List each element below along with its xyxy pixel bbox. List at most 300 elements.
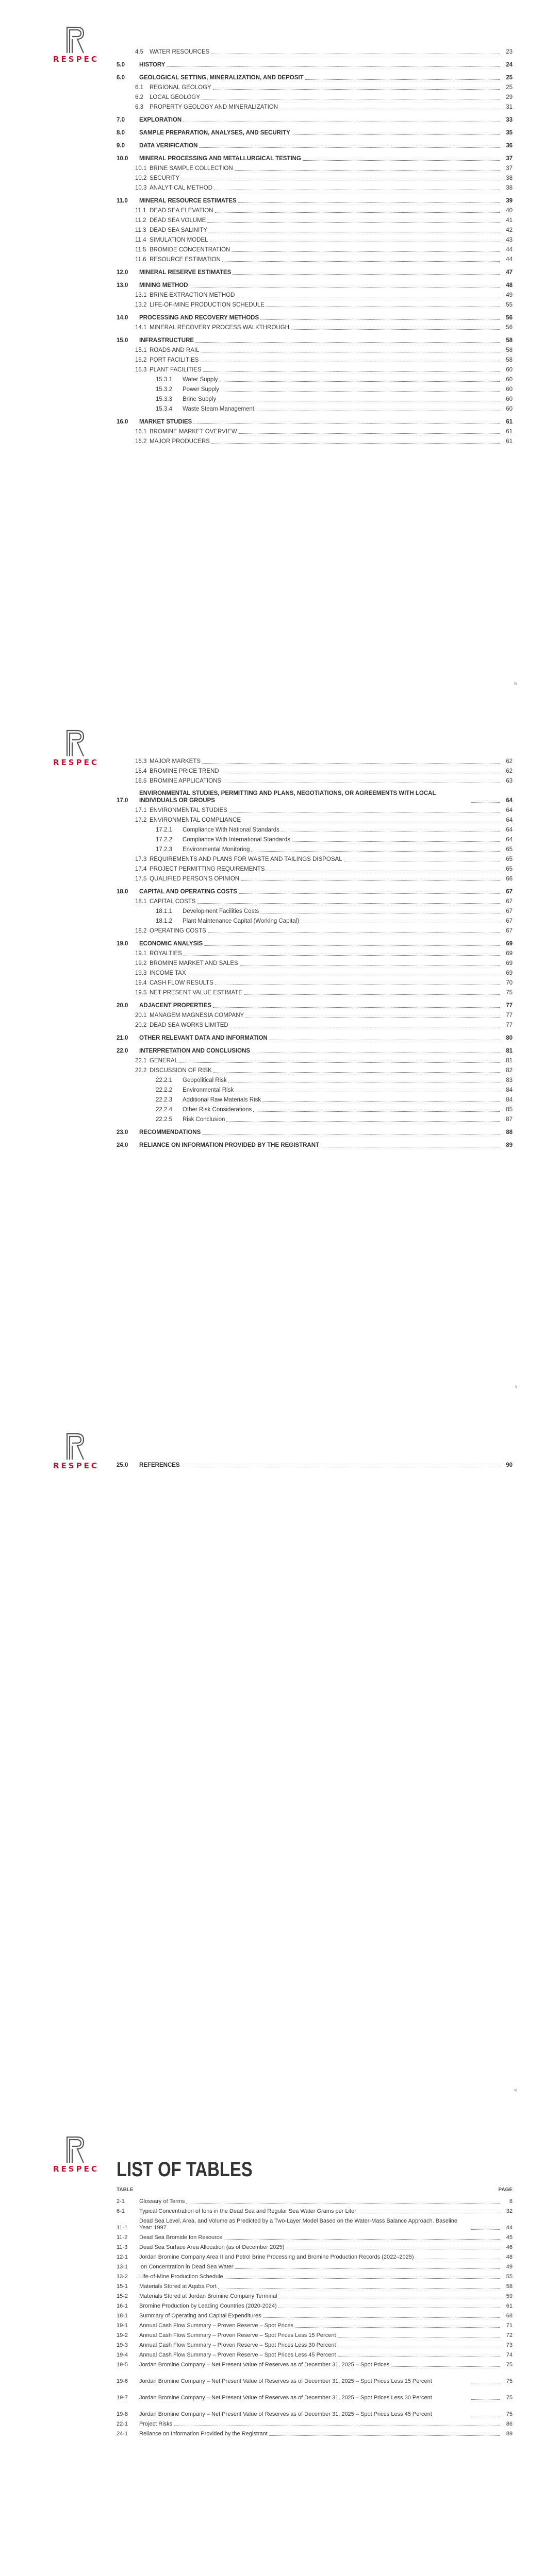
list-of-tables-title: LIST OF TABLES: [117, 2158, 253, 2181]
toc-entry[interactable]: [117, 1139, 513, 1149]
toc-entry-number: 13.0: [117, 282, 128, 289]
dot-leader: [207, 222, 500, 223]
table-number: 19-8: [117, 2411, 128, 2417]
toc-entry-page: 56: [506, 315, 513, 321]
toc-entry-number: 16.2: [135, 438, 147, 445]
toc-entry[interactable]: [117, 383, 513, 393]
toc-entry-page: 67: [506, 918, 513, 924]
toc-entry[interactable]: [117, 886, 513, 895]
dot-leader: [213, 1007, 500, 1008]
dot-leader: [202, 763, 500, 764]
toc-entry-number: 18.0: [117, 889, 128, 895]
toc-entry[interactable]: [117, 1094, 513, 1104]
toc-entry-title: Compliance With National Standards: [183, 827, 279, 833]
toc-entry[interactable]: [117, 824, 513, 834]
toc-entry-title: BRINE SAMPLE COLLECTION: [150, 165, 233, 172]
table-page: 46: [506, 2244, 513, 2250]
respec-r-mark-icon: [65, 25, 86, 54]
toc-entry[interactable]: [117, 925, 513, 935]
toc-entry[interactable]: [117, 127, 513, 137]
toc-entry[interactable]: [117, 244, 513, 253]
toc-entry-number: 15.3.1: [156, 377, 172, 383]
toc-entry-number: 15.2: [135, 357, 147, 363]
table-list-entry[interactable]: [117, 2359, 513, 2368]
toc-entry[interactable]: [117, 863, 513, 873]
toc-entry-page: 60: [506, 377, 513, 383]
table-title: Dead Sea Surface Area Allocation (as of December 2025): [139, 2244, 285, 2250]
toc-entry-page: 56: [506, 325, 513, 331]
respec-logo: [53, 2135, 100, 2174]
toc-entry[interactable]: [117, 775, 513, 785]
toc-entry-title: MAJOR PRODUCERS: [150, 438, 210, 445]
table-number: 13-2: [117, 2274, 128, 2280]
toc-entry-number: 22.2.2: [156, 1087, 172, 1093]
table-number: 22-1: [117, 2421, 128, 2427]
toc-entry-title: BROMINE PRICE TREND: [150, 768, 219, 774]
toc-entry[interactable]: [117, 804, 513, 814]
toc-entry[interactable]: [117, 1064, 513, 1074]
toc-entry-page: 69: [506, 951, 513, 957]
toc-entry-page: 62: [506, 768, 513, 774]
toc-entry-number: 18.1: [135, 899, 147, 905]
table-title: Annual Cash Flow Summary – Proven Reserve – Spot Prices Less 30 Percent: [139, 2342, 336, 2348]
toc-entry-number: 15.3.3: [156, 396, 172, 402]
dot-leader: [391, 2366, 500, 2367]
table-title: Materials Stored at Aqaba Port: [139, 2283, 217, 2290]
dot-leader: [215, 212, 500, 213]
toc-entry-number: 11.3: [135, 227, 146, 233]
toc-entry[interactable]: [117, 140, 513, 149]
toc-entry-page: 60: [506, 367, 513, 373]
toc-entry-number: 15.3: [135, 367, 147, 373]
dot-leader: [167, 66, 500, 67]
toc-entry[interactable]: [117, 1126, 513, 1136]
toc-entry[interactable]: [117, 289, 513, 299]
toc-entry-page: 40: [506, 208, 513, 214]
toc-entry-page: 49: [506, 292, 513, 298]
toc-entry-page: 85: [506, 1107, 513, 1113]
toc-entry[interactable]: [117, 977, 513, 987]
table-list-entry[interactable]: [117, 2418, 513, 2428]
toc-entry-page: 77: [506, 1022, 513, 1028]
page-number: v: [515, 1384, 517, 1389]
table-page: 75: [506, 2395, 513, 2401]
list-of-tables-page: [0, 2110, 544, 2576]
dot-leader: [193, 423, 500, 424]
dot-leader: [226, 1121, 500, 1122]
toc-entry-page: 25: [506, 84, 513, 91]
toc-entry-page: 64: [506, 837, 513, 843]
table-page: 72: [506, 2332, 513, 2338]
toc-entry-title: INTERPRETATION AND CONCLUSIONS: [139, 1048, 251, 1054]
table-page: 44: [506, 2225, 513, 2231]
toc-entry[interactable]: [117, 1045, 513, 1055]
toc-entry-page: 29: [506, 94, 513, 100]
table-number: 12-1: [117, 2254, 128, 2260]
toc-entry-page: 36: [506, 143, 513, 149]
logo-wordmark: RESPEC: [53, 2164, 99, 2174]
toc-entry-title: SECURITY: [150, 175, 180, 181]
toc-entry-title: Environmental Risk: [183, 1087, 234, 1093]
dot-leader: [244, 994, 500, 995]
toc-entry-page: 77: [506, 1012, 513, 1019]
respec-r-mark-icon: [65, 728, 86, 757]
toc-entry[interactable]: [117, 403, 513, 413]
toc-entry-page: 43: [506, 237, 513, 243]
table-list-entry[interactable]: [117, 2368, 513, 2385]
toc-entry[interactable]: [117, 59, 513, 69]
dot-leader: [471, 2229, 500, 2230]
toc-entry-title: EXPLORATION: [139, 117, 182, 123]
toc-entry-number: 10.2: [135, 175, 147, 181]
dot-leader: [235, 170, 500, 171]
table-number: 11-1: [117, 2225, 128, 2231]
toc-entry[interactable]: [117, 1009, 513, 1019]
toc-entry-number: 17.0: [117, 798, 128, 804]
toc-entry[interactable]: [117, 81, 513, 91]
toc-entry[interactable]: [117, 1459, 513, 1469]
dot-leader: [179, 1062, 500, 1063]
toc-entry[interactable]: [117, 755, 513, 765]
toc-entry-page: 44: [506, 247, 513, 253]
toc-entry[interactable]: [117, 905, 513, 915]
dot-leader: [199, 147, 500, 148]
toc-entry-page: 80: [506, 1035, 513, 1041]
toc-entry-title: Compliance With International Standards: [183, 837, 291, 843]
table-list-entry[interactable]: [117, 2231, 513, 2241]
toc-entry-page: 70: [506, 980, 513, 986]
table-number: 16-1: [117, 2303, 128, 2309]
toc-entry[interactable]: [117, 364, 513, 374]
toc-entry-number: 14.0: [117, 315, 128, 321]
toc-entry-page: 60: [506, 396, 513, 402]
toc-entry-title: Power Supply: [183, 386, 219, 393]
toc-entry[interactable]: [117, 1019, 513, 1029]
dot-leader: [195, 342, 500, 343]
toc-entry[interactable]: [117, 788, 513, 804]
table-number: 18-1: [117, 2313, 128, 2319]
dot-leader: [245, 1017, 500, 1018]
toc-entry-number: 8.0: [117, 130, 125, 136]
toc-entry[interactable]: [117, 224, 513, 234]
toc-entry-title: MINERAL RESERVE ESTIMATES: [139, 269, 232, 276]
toc-entry-number: 18.2: [135, 928, 147, 934]
dot-leader: [260, 319, 500, 320]
toc-entry-page: 38: [506, 185, 513, 191]
table-number: 19-6: [117, 2378, 128, 2384]
toc-entry-title: DISCUSSION OF RISK: [150, 1067, 212, 1074]
toc-entry-page: 41: [506, 217, 513, 224]
toc-entry-page: 87: [506, 1116, 513, 1123]
toc-entry[interactable]: [117, 814, 513, 824]
toc-entry[interactable]: [117, 987, 513, 996]
toc-entry-number: 11.0: [117, 198, 128, 204]
toc-entry-title: GEOLOGICAL SETTING, MINERALIZATION, AND DEPOSIT: [139, 75, 304, 81]
toc-entry[interactable]: [117, 172, 513, 182]
toc-entry-page: 69: [506, 960, 513, 967]
toc-entry[interactable]: [117, 765, 513, 775]
toc-entry-title: Water Supply: [183, 377, 218, 383]
toc-entry-page: 75: [506, 990, 513, 996]
toc-entry[interactable]: [117, 999, 513, 1009]
toc-entry-number: 6.1: [135, 84, 143, 91]
toc-entry-page: 39: [506, 198, 513, 204]
toc-entry[interactable]: [117, 152, 513, 162]
table-list-entry[interactable]: [117, 2205, 513, 2215]
toc-entry-number: 16.1: [135, 429, 147, 435]
dot-leader: [213, 1072, 500, 1073]
toc-entry[interactable]: [117, 214, 513, 224]
table-page: 75: [506, 2362, 513, 2368]
toc-entry[interactable]: [117, 344, 513, 354]
respec-logo: [53, 728, 100, 767]
toc-entry[interactable]: [117, 1032, 513, 1042]
toc-entry-title: REQUIREMENTS AND PLANS FOR WASTE AND TAILINGS DISPOSAL: [150, 856, 342, 862]
toc-entry-number: 11.1: [135, 208, 146, 214]
toc-entry-title: LOCAL GEOLOGY: [150, 94, 200, 100]
toc-entry[interactable]: [117, 374, 513, 383]
toc-entry-page: 64: [506, 827, 513, 833]
toc-entry-title: DEAD SEA WORKS LIMITED: [150, 1022, 228, 1028]
toc-entry-number: 18.1.2: [156, 918, 172, 924]
toc-entry-page: 65: [506, 846, 513, 853]
toc-entry[interactable]: [117, 834, 513, 843]
table-title: Summary of Operating and Capital Expenditures: [139, 2313, 261, 2319]
toc-entry[interactable]: [117, 234, 513, 244]
toc-entry[interactable]: [117, 46, 513, 56]
toc-entry-title: MINERAL RECOVERY PROCESS WALKTHROUGH: [150, 325, 289, 331]
toc-entry[interactable]: [117, 162, 513, 172]
toc-entry-page: 84: [506, 1097, 513, 1103]
table-list-entry[interactable]: [117, 2215, 513, 2231]
toc-entry[interactable]: [117, 299, 513, 309]
table-list-entry[interactable]: [117, 2300, 513, 2310]
table-title: Materials Stored at Jordan Bromine Company Terminal: [139, 2293, 277, 2299]
toc-entry-page: 25: [506, 75, 513, 81]
table-page: 45: [506, 2234, 513, 2241]
toc-entry[interactable]: [117, 416, 513, 426]
toc-entry-number: 14.1: [135, 325, 147, 331]
toc-entry-page: 35: [506, 130, 513, 136]
table-list-entry[interactable]: [117, 2280, 513, 2290]
table-page: 71: [506, 2323, 513, 2329]
toc-entry-number: 22.0: [117, 1048, 128, 1054]
toc-entry-number: 15.3.2: [156, 386, 172, 393]
toc-entry-title: PROJECT PERMITTING REQUIREMENTS: [150, 866, 265, 872]
toc-entry[interactable]: [117, 266, 513, 276]
table-list-entry[interactable]: [117, 2349, 513, 2359]
toc-page-2: [0, 703, 544, 1406]
table-list-entry[interactable]: [117, 2385, 513, 2401]
table-list-entry[interactable]: [117, 2339, 513, 2349]
table-list-entry[interactable]: [117, 2310, 513, 2319]
toc-entry-title: DEAD SEA ELEVATION: [150, 208, 213, 214]
logo-wordmark: RESPEC: [53, 1461, 99, 1470]
toc-entry-title: MINING METHOD: [139, 282, 188, 289]
toc-entry-number: 17.4: [135, 866, 147, 872]
toc-entry[interactable]: [117, 1113, 513, 1123]
toc-entry[interactable]: [117, 312, 513, 321]
toc-entry[interactable]: [117, 853, 513, 863]
toc-entry-title: PORT FACILITIES: [150, 357, 199, 363]
toc-entry-title: Brine Supply: [183, 396, 217, 402]
toc-entry-title: ENVIRONMENTAL STUDIES, PERMITTING AND PLANS, NEGOTIATIONS, OR AGREEMENTS WITH LOCAL INDIVIDUALS OR GROUPS: [139, 790, 436, 804]
table-list-entry[interactable]: [117, 2195, 513, 2205]
toc-entry-number: 16.0: [117, 419, 128, 425]
table-of-contents: [117, 1456, 513, 1469]
toc-entry-number: 20.1: [135, 1012, 147, 1019]
table-list-entry[interactable]: [117, 2251, 513, 2261]
table-title: Reliance on Information Provided by the Registrant: [139, 2431, 268, 2437]
toc-entry-title: ROYALTIES: [150, 951, 182, 957]
toc-entry-title: RECOMMENDATIONS: [139, 1129, 201, 1136]
toc-entry[interactable]: [117, 205, 513, 214]
toc-entry[interactable]: [117, 182, 513, 192]
table-list-entry[interactable]: [117, 2241, 513, 2251]
toc-entry[interactable]: [117, 426, 513, 435]
toc-entry-title: Environmental Monitoring: [183, 846, 250, 853]
table-list-entry[interactable]: [117, 2270, 513, 2280]
toc-entry-title: OTHER RELEVANT DATA AND INFORMATION: [139, 1035, 268, 1041]
table-list-entry[interactable]: [117, 2428, 513, 2437]
table-list-entry[interactable]: [117, 2401, 513, 2418]
table-title: Project Risks: [139, 2421, 173, 2427]
toc-entry-number: 19.1: [135, 951, 147, 957]
toc-entry[interactable]: [117, 72, 513, 81]
dot-leader: [262, 1101, 500, 1102]
toc-entry-number: 16.5: [135, 778, 147, 784]
toc-entry[interactable]: [117, 91, 513, 101]
table-number: 19-7: [117, 2395, 128, 2401]
table-title: Annual Cash Flow Summary – Proven Reserve – Spot Prices Less 15 Percent: [139, 2332, 336, 2338]
toc-entry[interactable]: [117, 915, 513, 925]
toc-entry-page: 81: [506, 1058, 513, 1064]
toc-entry[interactable]: [117, 1084, 513, 1094]
toc-entry-number: 18.1.1: [156, 908, 172, 914]
toc-entry[interactable]: [117, 1074, 513, 1084]
toc-entry-title: MINERAL RESOURCE ESTIMATES: [139, 198, 237, 204]
toc-entry[interactable]: [117, 947, 513, 957]
toc-entry-page: 47: [506, 269, 513, 276]
dot-leader: [235, 2268, 500, 2269]
toc-entry[interactable]: [117, 393, 513, 403]
toc-entry[interactable]: [117, 195, 513, 205]
table-page: 49: [506, 2264, 513, 2270]
toc-entry-title: OPERATING COSTS: [150, 928, 206, 934]
toc-entry-number: 15.3.4: [156, 406, 172, 412]
toc-entry-page: 48: [506, 282, 513, 289]
table-number: 11-2: [117, 2234, 128, 2241]
table-page: 58: [506, 2283, 513, 2290]
table-number: 19-1: [117, 2323, 128, 2329]
toc-entry-title: MARKET STUDIES: [139, 419, 192, 425]
toc-entry[interactable]: [117, 114, 513, 124]
toc-entry-number: 25.0: [117, 1462, 128, 1468]
toc-entry-number: 16.3: [135, 758, 147, 765]
list-of-tables-header: [117, 2187, 513, 2193]
toc-entry-page: 33: [506, 117, 513, 123]
toc-entry-number: 10.0: [117, 156, 128, 162]
toc-entry[interactable]: [117, 435, 513, 445]
toc-entry[interactable]: [117, 253, 513, 263]
table-list-entry[interactable]: [117, 2290, 513, 2300]
toc-page-1: [0, 0, 544, 703]
toc-entry[interactable]: [117, 938, 513, 947]
table-number: 24-1: [117, 2431, 128, 2437]
toc-entry[interactable]: [117, 101, 513, 111]
toc-entry-page: 60: [506, 406, 513, 412]
table-number: 15-2: [117, 2293, 128, 2299]
toc-entry-page: 37: [506, 156, 513, 162]
table-list-entry[interactable]: [117, 2261, 513, 2270]
toc-entry-page: 37: [506, 165, 513, 172]
dot-leader: [305, 79, 500, 80]
toc-entry-number: 19.0: [117, 941, 128, 947]
toc-entry[interactable]: [117, 321, 513, 331]
table-title: Dead Sea Bromide Ion Resource: [139, 2234, 223, 2241]
toc-entry[interactable]: [117, 967, 513, 977]
toc-entry-number: 22.2.4: [156, 1107, 172, 1113]
respec-r-mark-icon: [65, 2135, 86, 2164]
toc-entry-title: CASH FLOW RESULTS: [150, 980, 213, 986]
toc-entry[interactable]: [117, 279, 513, 289]
dot-leader: [241, 880, 500, 881]
toc-entry-number: 9.0: [117, 143, 125, 149]
toc-entry[interactable]: [117, 1104, 513, 1113]
dot-leader: [204, 945, 500, 946]
table-number: 11-3: [117, 2244, 128, 2250]
toc-entry-number: 6.3: [135, 104, 143, 110]
toc-entry-number: 11.6: [135, 257, 146, 263]
toc-entry[interactable]: [117, 334, 513, 344]
page-number: vi: [514, 2088, 517, 2092]
dot-leader: [295, 2327, 500, 2328]
toc-entry-number: 17.2.1: [156, 827, 172, 833]
dot-leader: [292, 134, 500, 135]
toc-entry-number: 11.2: [135, 217, 146, 224]
toc-entry-number: 11.4: [135, 237, 146, 243]
toc-entry-number: 23.0: [117, 1129, 128, 1136]
toc-entry[interactable]: [117, 957, 513, 967]
dot-leader: [186, 2203, 500, 2204]
toc-entry-page: 60: [506, 386, 513, 393]
table-list-entry[interactable]: [117, 2319, 513, 2329]
toc-entry-number: 13.2: [135, 302, 147, 308]
table-page: 89: [506, 2431, 513, 2437]
toc-entry[interactable]: [117, 843, 513, 853]
table-list-entry[interactable]: [117, 2329, 513, 2339]
table-number: 13-1: [117, 2264, 128, 2270]
column-header-table: TABLE: [117, 2187, 134, 2193]
table-page: 32: [506, 2208, 513, 2214]
toc-entry[interactable]: [117, 895, 513, 905]
respec-logo: [53, 1432, 100, 1470]
toc-entry-number: 4.5: [135, 49, 143, 55]
table-title: Ion Concentration in Dead Sea Water: [139, 2264, 234, 2270]
toc-entry-number: 6.2: [135, 94, 143, 100]
toc-entry-title: ROADS AND RAIL: [150, 347, 200, 353]
toc-entry[interactable]: [117, 873, 513, 883]
dot-leader: [239, 893, 500, 894]
toc-entry-page: 77: [506, 1003, 513, 1009]
dot-leader: [471, 2399, 500, 2400]
toc-entry[interactable]: [117, 354, 513, 364]
toc-entry[interactable]: [117, 1055, 513, 1064]
dot-leader: [184, 955, 500, 956]
table-page: 86: [506, 2421, 513, 2427]
toc-entry-page: 69: [506, 970, 513, 976]
toc-entry-number: 22.1: [135, 1058, 147, 1064]
